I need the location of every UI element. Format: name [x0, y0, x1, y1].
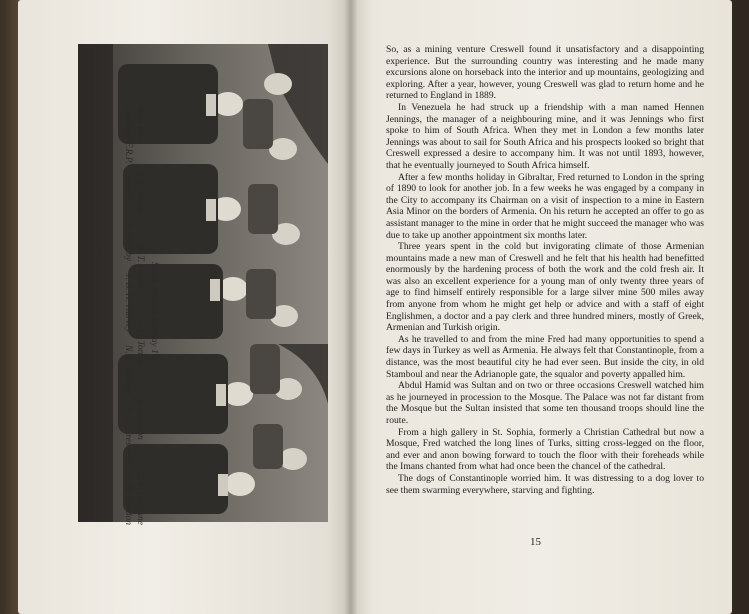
- caption-name: C. R. Haldane: [135, 470, 145, 525]
- page-number: 15: [530, 536, 541, 548]
- paragraph: The dogs of Constantinople worried him. It was distressing to a dog lover to see them swarming everywhere, starving and fighting.: [386, 472, 704, 496]
- photo-caption: [80, 105, 160, 525]
- caption-name: J. C. Kemp: [135, 171, 145, 214]
- caption-title: South African Ramsay 1937: [149, 261, 159, 369]
- paragraph: Three years spent in the cold but invigorating climate of those Armenian mountains made a new man of Creswell and he felt that his health had benefitted enormously by the hardening process of both the work and the cold fresh air. It was also an excellent experience for a young man of only twenty three years of age to find himself entirely responsible for a large silver mine 500 miles away from anyone from whom he might get help or advice and with a staff of eight Englishmen, a doctor and a pay clerk and three hundred miners, mostly of Greek, Armenian and Turkish origin.: [386, 241, 704, 334]
- caption-row-1: [134, 105, 146, 525]
- caption-name: E. C. Tonner: [135, 318, 145, 368]
- caption-name: P. M. Gordon: [123, 473, 133, 525]
- paragraph: In Venezuela he had struck up a friendship with a man named Hennen Jennings, the manager of a neighbouring mine, and it was Jennings who first spoke to him of South Africa. When they met in London a few months later Jennings was about to sail for South Africa and his prospects looked so bright that Creswell expressed a desire to accompany him. It was not until 1893, however, that he eventually journeyed to South Africa himself.: [386, 101, 704, 171]
- caption-name: S. Simpson: [135, 398, 145, 440]
- paragraph: From a high gallery in St. Sophia, formerly a Christian Cathedral but now a Mosque, Fred watched the long lines of Turks, sitting cross-legged on the floor, and ever and anon bowing forward to touch the floor with their foreheads while the Imans chanted from what had once been the chancel of the cathedral.: [386, 426, 704, 473]
- caption-name: J. B. H. Harvey: [123, 273, 133, 333]
- caption-name: A. T. Peake: [135, 244, 145, 288]
- caption-back-row-label: Back row: [135, 105, 145, 141]
- page-body-text: [386, 44, 704, 496]
- paragraph: As he travelled to and from the mine Fred had many opportunities to spend a few days in Turkey as well as Armenia. He always felt that Constantinople, from a distance, was the most beautiful city he had ever seen. But inside the city, in old Stamboul and near the Adrianople gate, the squalor and poverty appalled him.: [386, 333, 704, 380]
- paragraph: Abdul Hamid was Sultan and on two or three occasions Creswell watched him as he journeyed in procession to the Mosque. The Palace was not far distant from the Mosque but the Sultan insisted that some ten thousand troops should line the route.: [386, 380, 704, 426]
- caption-row-2: [122, 105, 134, 525]
- book-gutter: [344, 0, 358, 614]
- caption-name: N. C. Harvey: [123, 344, 133, 396]
- caption-courtesy: Courtesy F.R.P. Creswell: [123, 105, 133, 200]
- caption-name: F. C. Creswell: [123, 407, 133, 462]
- paragraph: So, as a mining venture Creswell found it unsatisfactory and a disappointing experience. But the surrounding country was interesting and he made many excursions alone on horseback into the interior and up mountains, geologizing and exploring. After a year, however, young Creswell was glad to return home and he returned to England in 1889.: [386, 44, 704, 102]
- caption-name: D. E. Maltby: [123, 211, 133, 262]
- paragraph: After a few months holiday in Gibraltar, Fred returned to London in the spring of 1890 to look for another job. In a few weeks he was engaged by a company in the City to accompany its Chairman on a visit of inspection to a mine in Eastern Asia Minor on the borders of Armenia. On his return he accepted an offer to go as assistant manager to the mine in order that he might succeed the manager who was due to take up another appointment six months later.: [386, 171, 704, 241]
